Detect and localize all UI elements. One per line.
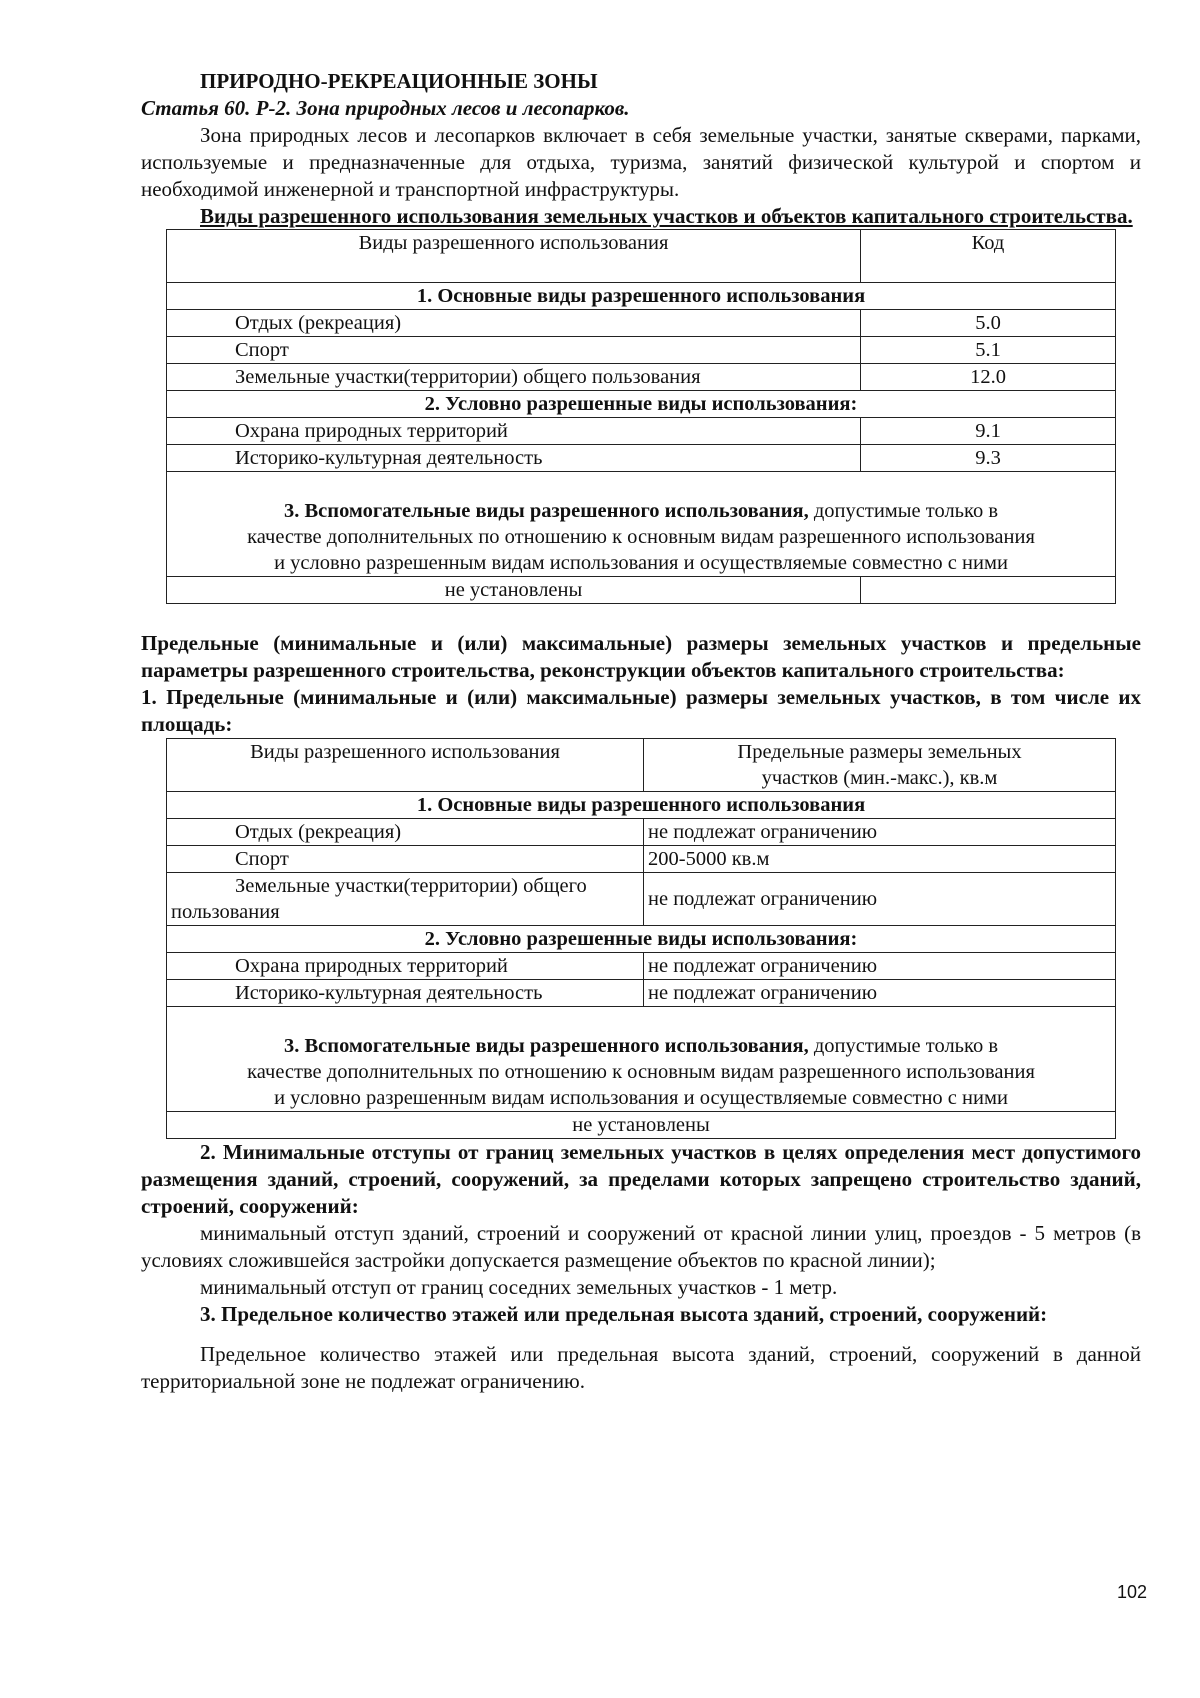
col-header-code: Код: [861, 230, 1116, 283]
setback-title: 2. Минимальные отступы от границ земельных участков в целях определения мест допустимого размещения зданий, строений, сооружений, за пределами которых запрещено строительство зданий, строений, сооружений:: [141, 1140, 1141, 1218]
limits-subtitle: 1. Предельные (минимальные и (или) максимальные) размеры земельных участков, в том числе их площадь:: [141, 685, 1141, 736]
floors-paragraph: Предельное количество этажей или предельная высота зданий, строений, сооружений в данной территориальной зоне не подлежат ограничению.: [141, 1342, 1141, 1393]
aux-rest: допустимые только в: [808, 500, 998, 522]
table-row: [167, 577, 1116, 604]
size-value: 200-5000 кв.м: [644, 846, 1116, 873]
table-row: [167, 980, 1116, 1007]
group-row: [167, 391, 1116, 418]
setback-paragraph-2: минимальный отступ от границ соседних земельных участков - 1 метр.: [200, 1275, 838, 1299]
use-code: 5.0: [861, 310, 1116, 337]
aux-line2: качестве дополнительных по отношению к основным видам разрешенного использования: [247, 526, 1035, 548]
intro-paragraph: Зона природных лесов и лесопарков включает в себя земельные участки, занятые скверами, парками, используемые и предназначенные для отдыха, туризма, занятий физической культурой и спортом и необходимой инженерной и транспортной инфраструктуры.: [141, 123, 1141, 201]
sizes-table: [166, 738, 1116, 1139]
floors-title: 3. Предельное количество этажей или предельная высота зданий, строений, сооружений:: [200, 1302, 1048, 1326]
group-conditional: 2. Условно разрешенные виды использования:: [167, 926, 1116, 953]
group-row: [167, 472, 1116, 577]
col-header-use: Виды разрешенного использования: [167, 739, 644, 792]
limits-title: Предельные (минимальные и (или) максимальные) размеры земельных участков и предельные параметры разрешенного строительства, реконструкции объектов капитального строительства:: [141, 631, 1141, 682]
size-value: не подлежат ограничению: [644, 980, 1116, 1007]
aux-not-set: не установлены: [167, 1112, 1116, 1139]
group-row: [167, 792, 1116, 819]
size-value: не подлежат ограничению: [644, 819, 1116, 846]
aux-line3: и условно разрешенным видам использования и осуществляемые совместно с ними: [274, 552, 1008, 574]
aux-bold: 3. Вспомогательные виды разрешенного использования,: [283, 1035, 809, 1057]
use-code: 12.0: [861, 364, 1116, 391]
group-auxiliary: [167, 1007, 1116, 1112]
use-code: 9.1: [861, 418, 1116, 445]
use-name: [167, 873, 644, 926]
table-row: [167, 846, 1116, 873]
aux-code-empty: [861, 577, 1116, 604]
uses-table: [166, 229, 1116, 604]
size-value: не подлежат ограничению: [644, 953, 1116, 980]
use-name-line1: Земельные участки(территории) общего: [235, 875, 587, 897]
use-name: Охрана природных территорий: [167, 953, 644, 980]
table-row: [167, 445, 1116, 472]
group-row: [167, 926, 1116, 953]
col-header-use: Виды разрешенного использования: [167, 230, 861, 283]
aux-not-set: не установлены: [167, 577, 861, 604]
group-main: 1. Основные виды разрешенного использования: [167, 792, 1116, 819]
group-row: [167, 283, 1116, 310]
table-row: [167, 953, 1116, 980]
group-row: [167, 1007, 1116, 1112]
use-name: Спорт: [167, 846, 644, 873]
use-name: Историко-культурная деятельность: [167, 445, 861, 472]
col-header-size-line2: участков (мин.-макс.), кв.м: [761, 767, 998, 789]
use-code: 9.3: [861, 445, 1116, 472]
setback-paragraph-1: минимальный отступ зданий, строений и сооружений от красной линии улиц, проездов - 5 метров (в условиях сложившейся застройки допускается размещение объектов по красной линии);: [141, 1221, 1141, 1272]
document-page: [141, 68, 1141, 1395]
group-main: 1. Основные виды разрешенного использования: [167, 283, 1116, 310]
table-row: [167, 418, 1116, 445]
use-name: Земельные участки(территории) общего пользования: [167, 364, 861, 391]
table-row: [167, 1112, 1116, 1139]
table-row: [167, 819, 1116, 846]
use-name: Отдых (рекреация): [167, 819, 644, 846]
aux-line2: качестве дополнительных по отношению к основным видам разрешенного использования: [247, 1061, 1035, 1083]
use-name-line2: пользования: [171, 901, 280, 923]
size-value: не подлежат ограничению: [644, 873, 1116, 926]
aux-rest: допустимые только в: [808, 1035, 998, 1057]
col-header-size-line1: Предельные размеры земельных: [737, 741, 1022, 763]
col-header-size: [644, 739, 1116, 792]
use-name: Историко-культурная деятельность: [167, 980, 644, 1007]
group-auxiliary: [167, 472, 1116, 577]
aux-line3: и условно разрешенным видам использования и осуществляемые совместно с ними: [274, 1087, 1008, 1109]
table-row: [167, 364, 1116, 391]
group-conditional: 2. Условно разрешенные виды использования:: [167, 391, 1116, 418]
article-title: Статья 60. Р-2. Зона природных лесов и лесопарков.: [141, 96, 630, 120]
use-name: Отдых (рекреация): [167, 310, 861, 337]
uses-section-title: [141, 203, 1141, 230]
zone-group-title: ПРИРОДНО-РЕКРЕАЦИОННЫЕ ЗОНЫ: [200, 69, 598, 93]
page-number: 102: [1116, 1582, 1147, 1602]
table-row: [167, 337, 1116, 364]
use-code: 5.1: [861, 337, 1116, 364]
use-name: Спорт: [167, 337, 861, 364]
aux-bold: 3. Вспомогательные виды разрешенного использования,: [283, 500, 809, 522]
table-row: [167, 873, 1116, 926]
table-header-row: [167, 739, 1116, 792]
uses-section-title-text: Виды разрешенного использования земельных участков и объектов капитального строительства.: [200, 204, 1133, 228]
table-row: [167, 310, 1116, 337]
use-name: Охрана природных территорий: [167, 418, 861, 445]
table-header-row: [167, 230, 1116, 283]
